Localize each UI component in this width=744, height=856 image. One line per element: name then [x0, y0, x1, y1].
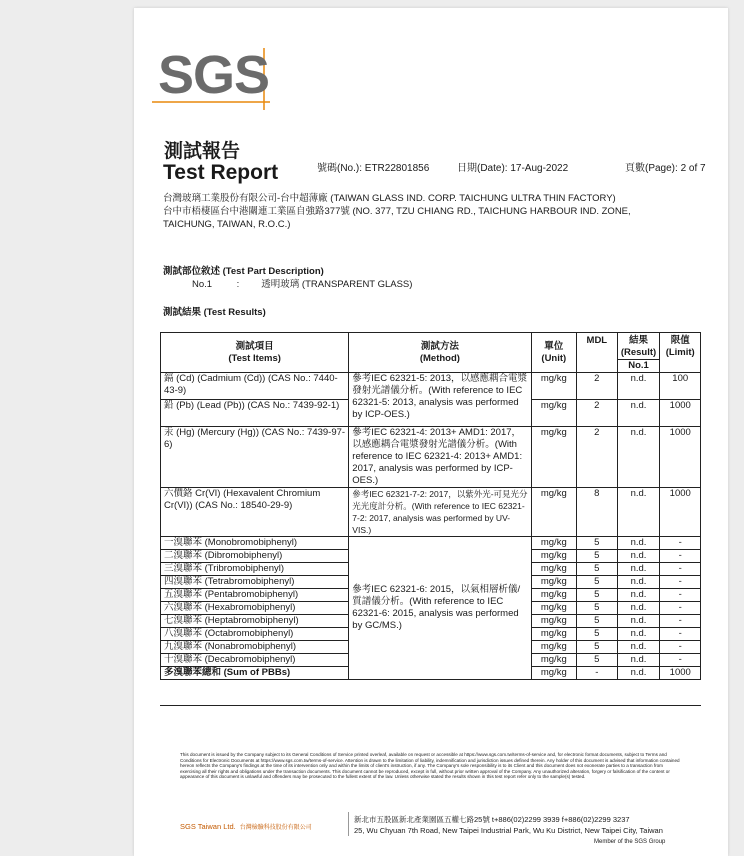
pbb-unit: mg/kg: [531, 641, 577, 654]
pbb-result: n.d.: [617, 615, 660, 628]
pbb-mdl: 5: [577, 589, 617, 602]
pbb-item: 七溴聯苯 (Heptabromobiphenyl): [161, 615, 349, 628]
hg-unit: mg/kg: [531, 427, 577, 488]
pbb-mdl: 5: [577, 641, 617, 654]
pbb-sum-unit: mg/kg: [531, 667, 577, 680]
pbb-limit: -: [660, 537, 701, 550]
pbb-item: 二溴聯苯 (Dibromobiphenyl): [161, 550, 349, 563]
pbb-result: n.d.: [617, 537, 660, 550]
title-zh: 測試報告: [164, 141, 241, 162]
disclaimer-text: This document is issued by the Company subject to its General Conditions of Service printed overleaf, available on request or accessible at https://www.sgs.com.tw/terms-of-service and, for electronic format documents, subject to Terms and Conditions for Electronic Documents at https://www.sgs.com.tw/terms-of-service. Attention is drawn to the limitation of liability, indemnification and jurisdiction issues defined therein. Any holder of this document is advised that information contained hereon reflects the Company's findings at the time of its intervention only and within the limits of client's instruction, if any. The Company's sole responsibility is to its Client and this document does not exonerate parties to a transaction from exercising all their rights and obligations under the transaction documents. This document cannot be reproduced, except in full, without prior written approval of the Company. Any unauthorized alteration, forgery or falsification of the content or appearance of this document is unlawful and offenders may be prosecuted to the fullest extent of the law. Unless otherwise stated the results shown in this test report refer only to the sample(s) tested.: [180, 752, 680, 780]
header-mdl: MDL: [577, 333, 617, 373]
pbb-limit: -: [660, 654, 701, 667]
part-desc: 透明玻璃 (TRANSPARENT GLASS): [261, 279, 413, 290]
pbb-row: [161, 537, 701, 550]
cr-limit: 1000: [660, 488, 701, 537]
row-hexavalent-chromium: [161, 488, 701, 537]
pbb-mdl: 5: [577, 628, 617, 641]
hg-method: 參考IEC 62321-4: 2013+ AMD1: 2017，以感應耦合電漿發射光譜儀分析。(With reference to IEC 62321-4: 2013+ AMD1: 2017, analysis was performed by ICP-OES.): [349, 427, 531, 488]
cr-mdl: 8: [577, 488, 617, 537]
header-item-en: (Test Items): [228, 352, 281, 364]
pbb-unit: mg/kg: [531, 550, 577, 563]
hg-limit: 1000: [660, 427, 701, 488]
applicant-address: [163, 192, 683, 231]
header-item-zh: 測試項目: [235, 340, 274, 352]
pbb-item: 八溴聯苯 (Octabromobiphenyl): [161, 628, 349, 641]
pbb-unit: mg/kg: [531, 589, 577, 602]
pb-unit: mg/kg: [531, 400, 577, 427]
pbb-mdl: 5: [577, 654, 617, 667]
pbb-item: 十溴聯苯 (Decabromobiphenyl): [161, 654, 349, 667]
pb-limit: 1000: [660, 400, 701, 427]
pbb-mdl: 5: [577, 537, 617, 550]
pbb-sum-result: n.d.: [617, 667, 660, 680]
report-number: 號碼(No.): ETR22801856: [317, 163, 430, 174]
pbb-result: n.d.: [617, 589, 660, 602]
cd-result: n.d.: [617, 373, 660, 400]
applicant-line-3: TAICHUNG, TAIWAN, R.O.C.): [163, 219, 291, 230]
header-method-zh: 測試方法: [420, 340, 459, 352]
hg-result: n.d.: [617, 427, 660, 488]
pbb-item: 一溴聯苯 (Monobromobiphenyl): [161, 537, 349, 550]
header-result-zh: 結果: [629, 335, 649, 346]
pbb-item: 三溴聯苯 (Tribromobiphenyl): [161, 563, 349, 576]
page-number: 頁數(Page): 2 of 7: [625, 163, 706, 174]
member-of-sgs: Member of the SGS Group: [594, 839, 666, 845]
hg-mdl: 2: [577, 427, 617, 488]
results-table: [160, 332, 701, 680]
footer-company-en: SGS Taiwan Ltd.: [180, 822, 236, 831]
cr-unit: mg/kg: [531, 488, 577, 537]
pbb-result: n.d.: [617, 563, 660, 576]
pbb-unit: mg/kg: [531, 628, 577, 641]
report-date: 日期(Date): 17-Aug-2022: [457, 163, 569, 174]
cd-unit: mg/kg: [531, 373, 577, 400]
cd-pb-method: 參考IEC 62321-5: 2013，以感應耦合電漿發射光譜儀分析。(With reference to IEC 62321-5: 2013, analysis was performed by ICP-OES.): [349, 373, 531, 427]
pbb-limit: -: [660, 615, 701, 628]
header-result-no: No.1: [617, 360, 660, 373]
pbb-unit: mg/kg: [531, 602, 577, 615]
pbb-limit: -: [660, 550, 701, 563]
pbb-sum-mdl: -: [577, 667, 617, 680]
header-unit-en: (Unit): [541, 352, 567, 364]
pbb-unit: mg/kg: [531, 537, 577, 550]
footer-address-en: 25, Wu Chyuan 7th Road, New Taipei Industrial Park, Wu Ku District, New Taipei City, Taiwan: [354, 826, 663, 835]
row-mercury: [161, 427, 701, 488]
cd-item: 鎘 (Cd) (Cadmium (Cd)) (CAS No.: 7440-43-9): [161, 373, 349, 400]
pbb-limit: -: [660, 641, 701, 654]
footer-address: [354, 814, 663, 836]
part-description-heading: 測試部位敘述 (Test Part Description): [163, 266, 324, 277]
pbb-limit: -: [660, 628, 701, 641]
footer-company: [180, 822, 312, 831]
pb-mdl: 2: [577, 400, 617, 427]
footer-address-zh: 新北市五股區新北產業園區五權七路25號 t+886(02)2299 3939 f+886(02)2299 3237: [354, 815, 630, 824]
pb-item: 鉛 (Pb) (Lead (Pb)) (CAS No.: 7439-92-1): [161, 400, 349, 427]
pbb-result: n.d.: [617, 576, 660, 589]
header-limit-en: (Limit): [665, 347, 695, 358]
footer-company-zh: 台灣檢驗科技股份有限公司: [239, 825, 312, 831]
pbb-unit: mg/kg: [531, 654, 577, 667]
pbb-item: 六溴聯苯 (Hexabromobiphenyl): [161, 602, 349, 615]
header-unit-zh: 單位: [544, 340, 564, 352]
header-limit-zh: 限值: [670, 335, 690, 346]
applicant-line-1: 台灣玻璃工業股份有限公司-台中超薄廠 (TAIWAN GLASS IND. CORP. TAICHUNG ULTRA THIN FACTORY): [163, 193, 616, 204]
pbb-mdl: 5: [577, 550, 617, 563]
cr-result: n.d.: [617, 488, 660, 537]
cd-mdl: 2: [577, 373, 617, 400]
pbb-limit: -: [660, 576, 701, 589]
header-method-en: (Method): [419, 352, 460, 364]
pbb-result: n.d.: [617, 628, 660, 641]
pbb-mdl: 5: [577, 602, 617, 615]
part-colon: :: [236, 279, 240, 290]
sgs-logo-text: SGS: [158, 45, 270, 105]
row-cadmium: [161, 373, 701, 400]
pbb-unit: mg/kg: [531, 615, 577, 628]
pbb-sum-limit: 1000: [660, 667, 701, 680]
hg-item: 汞 (Hg) (Mercury (Hg)) (CAS No.: 7439-97-6): [161, 427, 349, 488]
report-page: [134, 8, 728, 856]
pbb-method: 參考IEC 62321-6: 2015，以氣相層析儀/質譜儀分析。(With reference to IEC 62321-6: 2015, analysis was performed by GC/MS.): [349, 537, 531, 680]
cr-method: 參考IEC 62321-7-2: 2017，以紫外光-可見光分光光度計分析。(With reference to IEC 62321-7-2: 2017, analysis was performed by UV-VIS.): [349, 488, 531, 537]
pbb-result: n.d.: [617, 550, 660, 563]
results-heading: 測試結果 (Test Results): [163, 307, 266, 318]
footer-divider: [348, 812, 349, 836]
pbb-mdl: 5: [577, 615, 617, 628]
pbb-limit: -: [660, 589, 701, 602]
pb-result: n.d.: [617, 400, 660, 427]
applicant-line-2: 台中市梧棲區台中港關連工業區自強路377號 (NO. 377, TZU CHIANG RD., TAICHUNG HARBOUR IND. ZONE,: [163, 206, 631, 217]
title-en: Test Report: [163, 161, 279, 184]
part-description-row: [192, 276, 412, 290]
pbb-limit: -: [660, 563, 701, 576]
pbb-result: n.d.: [617, 641, 660, 654]
pbb-item: 四溴聯苯 (Tetrabromobiphenyl): [161, 576, 349, 589]
pbb-unit: mg/kg: [531, 563, 577, 576]
pbb-result: n.d.: [617, 654, 660, 667]
pbb-sum-item: 多溴聯苯總和 (Sum of PBBs): [161, 667, 349, 680]
pbb-mdl: 5: [577, 563, 617, 576]
header-result-en: (Result): [620, 347, 657, 358]
pbb-unit: mg/kg: [531, 576, 577, 589]
pbb-limit: -: [660, 602, 701, 615]
cr-item: 六價鉻 Cr(VI) (Hexavalent Chromium Cr(VI)) (CAS No.: 18540-29-9): [161, 488, 349, 537]
pbb-item: 五溴聯苯 (Pentabromobiphenyl): [161, 589, 349, 602]
part-no: No.1: [192, 279, 213, 290]
pbb-result: n.d.: [617, 602, 660, 615]
pbb-mdl: 5: [577, 576, 617, 589]
header-row: [161, 333, 701, 360]
content-end-divider: [160, 705, 701, 706]
cd-limit: 100: [660, 373, 701, 400]
pbb-item: 九溴聯苯 (Nonabromobiphenyl): [161, 641, 349, 654]
